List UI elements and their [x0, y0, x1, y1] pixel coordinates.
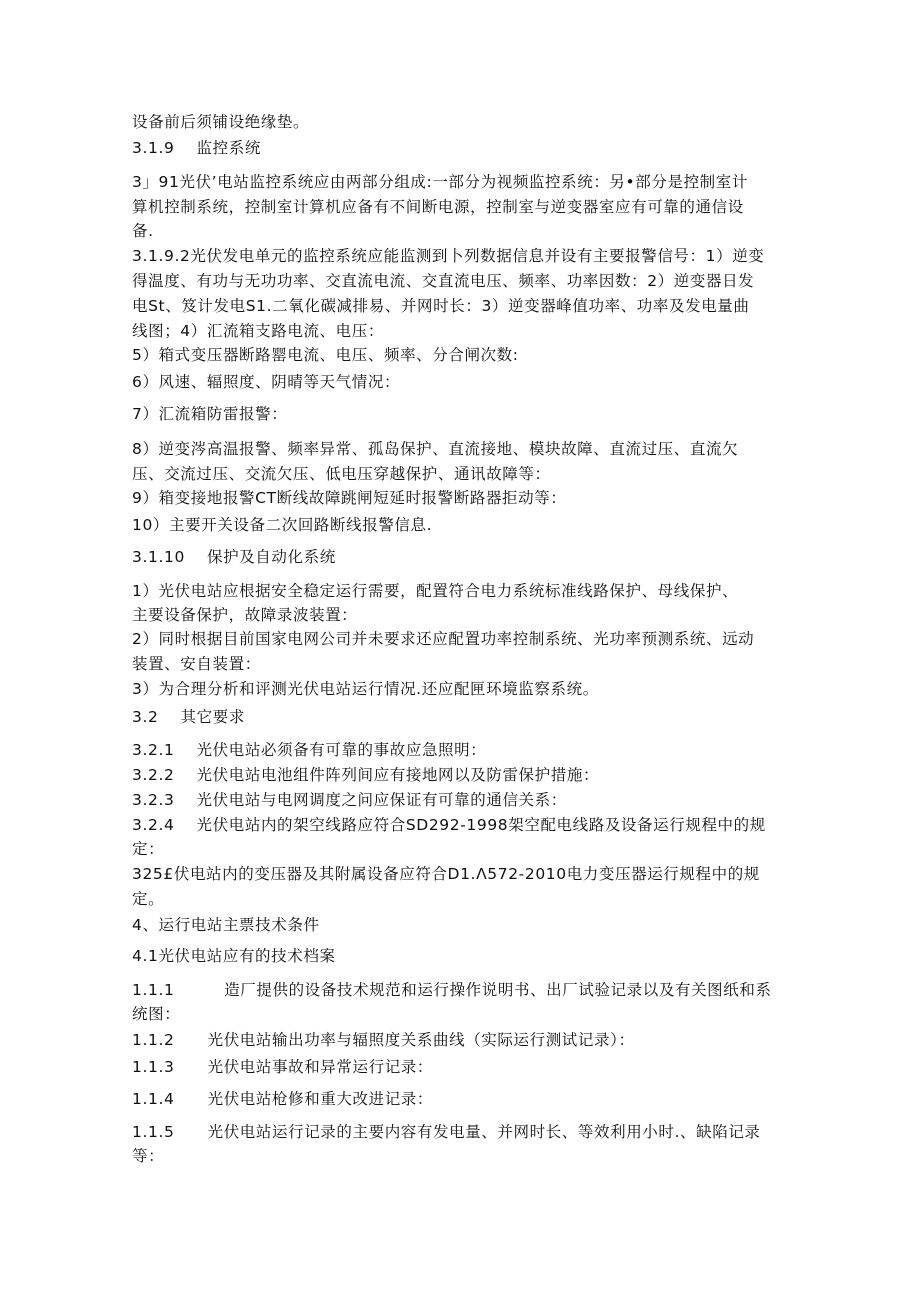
text-line: 电St、笈计发电S1.二氧化碳减排易、并网时长：3）逆变器峰值功率、功率及发电量曲 — [132, 297, 750, 315]
text-line: 算机控制系统，控制室计算机应备有不间断电源，控制室与逆变器室应有可靠的通信设 — [132, 198, 744, 216]
list-item: 3.2.4 光伏电站内的架空线路应符合SD292-1998架空配电线路及设备运行规程中的规 — [132, 816, 766, 834]
text-line: 3.1.9.2光伏发电单元的监控系统应能监测到卜列数据信息并设有主要报警信号：1）逆变 — [132, 247, 765, 265]
text-line: 得温度、有功与无功功率、交直流电流、交直流电压、频率、功率因数：2）逆变器日发 — [132, 272, 755, 290]
list-item: 7）汇流箱防雷报警： — [132, 405, 288, 423]
text-line: 装置、安自装置： — [132, 655, 261, 673]
list-item: 6）风速、辐照度、阴晴等天气情况： — [132, 373, 401, 391]
list-item: 1.1.5 光伏电站运行记录的主要内容有发电量、并网时长、等效利用小时.、缺陷记录 — [132, 1123, 761, 1141]
list-item: 10）主要开关设备二次回路断线报警信息. — [132, 516, 433, 534]
text-line: 主要设备保护，故障录波装置： — [132, 606, 358, 624]
text-line: 定。 — [132, 890, 165, 908]
text-line: 压、交流过压、交流欠压、低电压穿越保护、通讯故障等： — [132, 465, 551, 483]
text-line: 等： — [132, 1147, 165, 1165]
section-heading-4-1: 4.1光伏电站应有的技术档案 — [132, 947, 336, 965]
list-item: 5）箱式变压器断路罂电流、电压、频率、分合闸次数: — [132, 346, 519, 364]
list-item: 3.2.1 光伏电站必须备有可靠的事故应急照明： — [132, 741, 487, 759]
list-item: 8）逆变涔高温报警、频率异常、孤岛保护、直流接地、模块故障、直流过压、直流欠 — [132, 440, 739, 458]
list-item: 3.2.3 光伏电站与电网调度之问应保证有可靠的通信关系： — [132, 791, 567, 809]
text-line: 定： — [132, 840, 165, 858]
list-item: 1.1.2 光伏电站输出功率与辐照度关系曲线（实际运行测试记录）： — [132, 1031, 635, 1049]
list-item: 3.2.2 光伏电站电池组件阵列间应有接地网以及防雷保护措施： — [132, 766, 600, 784]
list-item: 2）同时根据目前国家电网公司并未要求还应配置功率控制系统、光功率预测系统、远动 — [132, 630, 755, 648]
text-line: 3」91光伏’电站监控系统应由两部分组成:一部分为视频监控系统：另•部分是控制室计 — [132, 173, 748, 191]
text-line: 统图： — [132, 1005, 181, 1023]
list-item: 1）光伏电站应根据安全稳定运行需要，配置符合电力系统标准线路保护、母线保护、 — [132, 582, 739, 600]
text-line: 线图；4）汇流箱支路电流、电压： — [132, 322, 384, 340]
list-item: 3）为合理分析和评测光伏电站运行情况.还应配匣环境监察系统。 — [132, 680, 599, 698]
list-item: 1.1.1 造厂提供的设备技术规范和运行操作说明书、出厂试验记录以及有关图纸和系 — [132, 981, 772, 999]
list-item: 9）箱变接地报警CT断线故障跳闸短延时报警断路器拒动等： — [132, 489, 567, 507]
list-item: 325£伏电站内的变压器及其附属设备应符合D1.Λ572-2010电力变压器运行规程中的规 — [132, 865, 760, 883]
text-line: 备. — [132, 222, 154, 240]
text-line: 设备前后须铺设绝缘垫。 — [132, 113, 310, 131]
list-item: 1.1.4 光伏电站枪修和重大改进记录： — [132, 1090, 434, 1108]
section-heading-3-1-10: 3.1.10 保护及自动化系统 — [132, 548, 336, 566]
section-heading-3-2: 3.2 其它要求 — [132, 708, 245, 726]
list-item: 1.1.3 光伏电站事故和异常运行记录： — [132, 1058, 434, 1076]
section-heading-4: 4、运行电站主票技术条件 — [132, 916, 320, 934]
section-heading-3-1-9: 3.1.9 监控系统 — [132, 139, 261, 157]
